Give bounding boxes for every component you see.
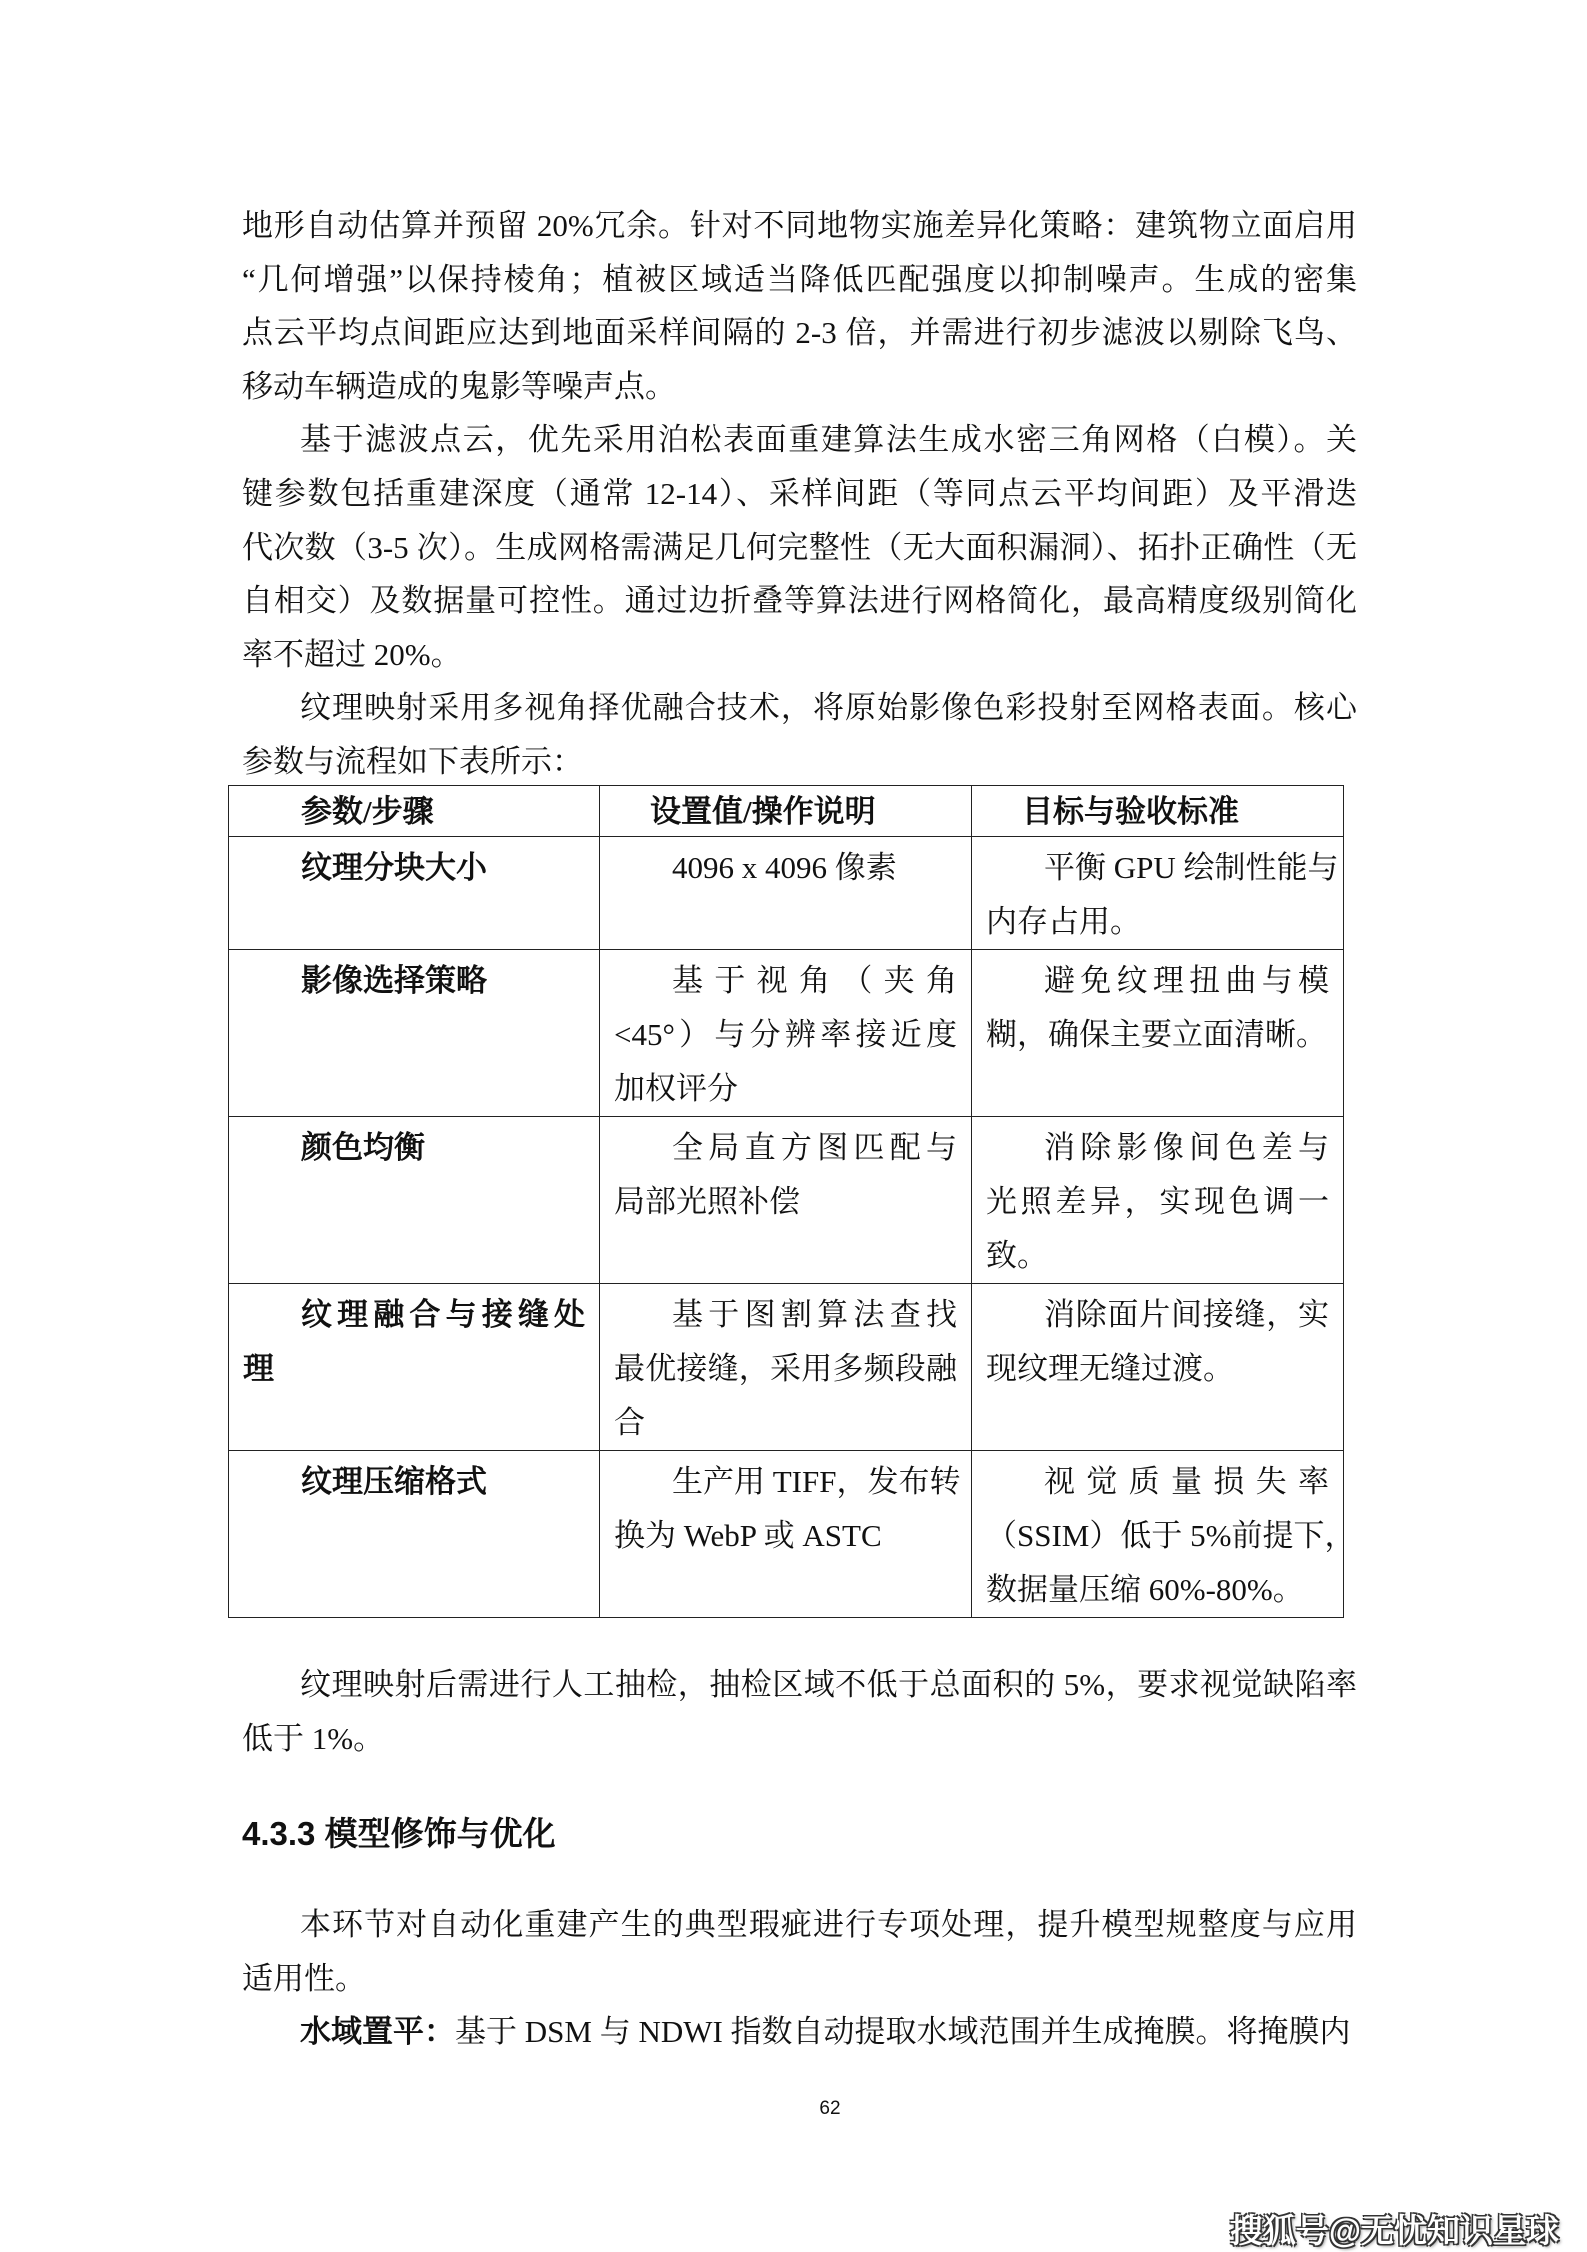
paragraph [242,2005,1357,2059]
table-cell [972,1284,1344,1451]
text-line: “几何增强”以保持棱角；植被区域适当降低匹配强度以抑制噪声。生成的密集 [242,261,1357,297]
watermark: 搜狐号@无忧知识星球 [1229,2212,1559,2249]
text-line: 纹理映射采用多视角择优融合技术，将原始影像色彩投射至网格表面。核心 [300,690,1357,726]
text-line: 内存占用。 [986,904,1141,939]
text-line: 影像选择策略 [301,963,487,998]
paragraph [242,413,1357,681]
table-row [229,1117,1344,1284]
table-cell [972,1117,1344,1284]
text-line: 全局直方图匹配与 [672,1130,957,1165]
table-header-cell [229,786,600,837]
text-line: 纹理映射后需进行人工抽检，抽检区域不低于总面积的 5%，要求视觉缺陷率 [300,1667,1357,1702]
text-line: 数据量压缩 60%-80%。 [986,1572,1304,1607]
text-line: 最优接缝，采用多频段融 [614,1351,957,1386]
text-line: 加权评分 [614,1071,738,1106]
table-cell [600,950,972,1117]
text-line: 颜色均衡 [301,1130,425,1165]
text-line: 避免纹理扭曲与模 [1044,963,1329,998]
table-cell [229,950,600,1117]
body-text-after-table [242,1658,1357,1765]
text-line: 本环节对自动化重建产生的典型瑕疵进行专项处理，提升模型规整度与应用 [300,1907,1357,1942]
table-row [229,950,1344,1117]
table-row [229,1451,1344,1618]
bold-lead-term: 水域置平： [300,2014,455,2050]
text-line: 适用性。 [242,1960,366,1996]
text-line: <45°）与分辨率接近度 [614,1017,957,1052]
text-line [242,2005,1357,2059]
text-line-content: 基于 DSM 与 NDWI 指数自动提取水域范围并生成掩膜。将掩膜内 [455,2014,1351,2050]
body-text-top [242,199,1357,789]
table-row [229,1284,1344,1451]
text-line: 视觉质量损失率 [1044,1464,1329,1499]
table-header-row [229,786,1344,837]
text-line: 纹理压缩格式 [301,1464,487,1499]
text-line: 纹理分块大小 [301,850,487,885]
text-line: 消除面片间接缝，实 [1044,1297,1329,1332]
texture-parameter-table [228,785,1356,1618]
text-line: 4096 x 4096 像素 [672,850,897,885]
section-heading: 4.3.3 模型修饰与优化 [242,1815,556,1852]
table-header-cell [600,786,972,837]
table-cell [972,1451,1356,1618]
text-line: 平衡 GPU 绘制性能与 [1044,850,1339,885]
text-line: 参数与流程如下表所示： [242,743,583,779]
text-line: 键参数包括重建深度（通常 12-14）、采样间距（等同点云平均间距）及平滑迭 [242,475,1357,511]
text-line: 地形自动估算并预留 20%冗余。针对不同地物实施差异化策略：建筑物立面启用 [242,208,1357,243]
page-number: 62 [819,2098,841,2119]
text-line: 基于图割算法查找 [672,1297,957,1332]
table-cell [600,1451,972,1618]
table-cell [229,1117,600,1284]
paragraph [242,681,1357,788]
text-line: 糊，确保主要立面清晰。 [986,1017,1327,1052]
table-row [229,837,1344,950]
body-text-bottom [242,1898,1357,2059]
text-line: 点云平均点间距应达到地面采样间隔的 2-3 倍，并需进行初步滤波以剔除飞鸟、 [242,315,1357,351]
text-line: 自相交）及数据量可控性。通过边折叠等算法进行网格简化，最高精度级别简化 [242,583,1357,619]
text-line: 合 [614,1405,645,1440]
text-line: 基于视角（夹角 [672,963,957,998]
text-line: 现纹理无缝过渡。 [986,1351,1234,1386]
table-cell [600,1284,972,1451]
paragraph [242,199,1357,413]
paragraph [242,1898,1357,2005]
table-cell [600,1117,972,1284]
text-line: 换为 WebP 或 ASTC [614,1518,882,1553]
text-line: 理 [243,1351,274,1386]
text-line: 率不超过 20%。 [242,636,462,672]
table-cell [972,837,1344,950]
text-line: （SSIM）低于 5%前提下， [986,1518,1356,1553]
text-line: 光照差异，实现色调一 [986,1184,1329,1219]
table-cell [229,1451,600,1618]
text-line: 基于滤波点云，优先采用泊松表面重建算法生成水密三角网格（白模）。关 [300,422,1357,458]
text-line: 低于 1%。 [242,1720,385,1756]
text-line: 致。 [986,1238,1048,1273]
text-line: 生产用 TIFF，发布转 [672,1464,961,1499]
header-label: 设置值/操作说明 [650,794,876,829]
table-cell [600,837,972,950]
table-cell [229,837,600,950]
header-label: 目标与验收标准 [1022,794,1239,829]
table-cell [229,1284,600,1451]
table-header-cell [972,786,1344,837]
header-label: 参数/步骤 [301,794,434,829]
table-cell [972,950,1344,1117]
text-line: 代次数（3-5 次）。生成网格需满足几何完整性（无大面积漏洞）、拓扑正确性（无 [242,529,1357,565]
text-line: 局部光照补偿 [614,1184,800,1219]
text-line: 纹理融合与接缝处 [301,1297,585,1332]
text-line: 消除影像间色差与 [1044,1130,1329,1165]
text-line: 移动车辆造成的鬼影等噪声点。 [242,368,676,404]
